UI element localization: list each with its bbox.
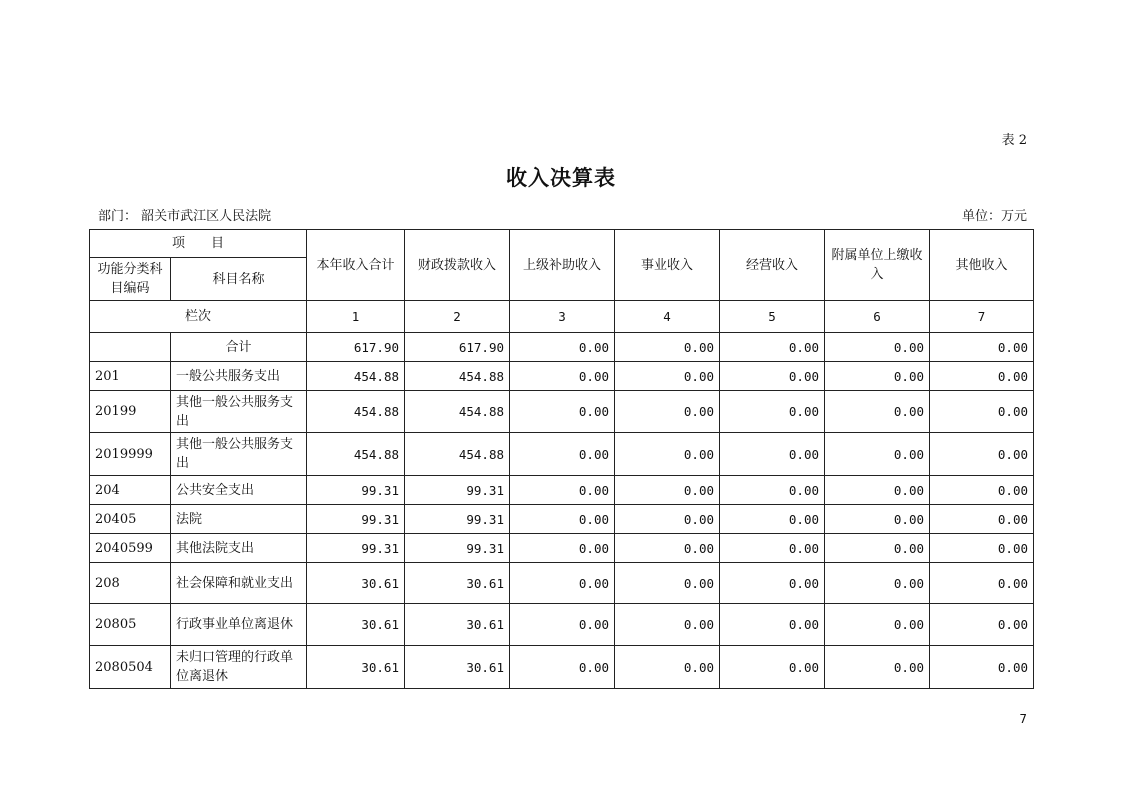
amount-cell: 30.61: [307, 563, 405, 604]
amount-cell: 0.00: [930, 646, 1034, 689]
header-col-7: 其他收入: [930, 230, 1034, 301]
total-row: [90, 333, 1034, 362]
total-value: 0.00: [825, 333, 930, 362]
table-row: [90, 604, 1034, 646]
header-col-4: 事业收入: [615, 230, 720, 301]
table-row: [90, 391, 1034, 433]
function-code: 20199: [90, 391, 171, 433]
amount-cell: 0.00: [825, 391, 930, 433]
amount-cell: 454.88: [405, 433, 510, 476]
amount-cell: 99.31: [405, 476, 510, 505]
amount-cell: 30.61: [405, 646, 510, 689]
amount-cell: 0.00: [930, 604, 1034, 646]
amount-cell: 99.31: [405, 505, 510, 534]
amount-cell: 0.00: [825, 476, 930, 505]
amount-cell: 0.00: [720, 604, 825, 646]
amount-cell: 0.00: [510, 604, 615, 646]
function-code: 20805: [90, 604, 171, 646]
amount-cell: 0.00: [510, 433, 615, 476]
total-value: 0.00: [720, 333, 825, 362]
amount-cell: 30.61: [307, 604, 405, 646]
amount-cell: 0.00: [615, 563, 720, 604]
amount-cell: 0.00: [615, 391, 720, 433]
amount-cell: 0.00: [930, 391, 1034, 433]
amount-cell: 0.00: [510, 391, 615, 433]
table-row: [90, 534, 1034, 563]
amount-cell: 99.31: [307, 534, 405, 563]
header-col-5: 经营收入: [720, 230, 825, 301]
table-row: [90, 362, 1034, 391]
function-code: 2040599: [90, 534, 171, 563]
column-number: 5: [720, 301, 825, 333]
page-number: 7: [1019, 712, 1027, 726]
column-number: 6: [825, 301, 930, 333]
amount-cell: 0.00: [720, 563, 825, 604]
total-value: 0.00: [615, 333, 720, 362]
amount-cell: 0.00: [930, 433, 1034, 476]
amount-cell: 0.00: [930, 505, 1034, 534]
department-line: [98, 205, 271, 224]
subject-name: 其他一般公共服务支出: [171, 433, 307, 476]
header-subject-name: 科目名称: [171, 258, 307, 301]
amount-cell: 0.00: [510, 563, 615, 604]
amount-cell: 0.00: [510, 476, 615, 505]
subject-name: 其他法院支出: [171, 534, 307, 563]
unit-label: 单位：万元: [961, 209, 1027, 224]
column-number: 7: [930, 301, 1034, 333]
page-title: 收入决算表: [506, 165, 616, 190]
table-row: [90, 646, 1034, 689]
amount-cell: 454.88: [405, 391, 510, 433]
department-name: 韶关市武江区人民法院: [141, 209, 272, 224]
amount-cell: 454.88: [307, 433, 405, 476]
amount-cell: 0.00: [720, 505, 825, 534]
subject-name: 行政事业单位离退休: [171, 604, 307, 646]
amount-cell: 0.00: [615, 604, 720, 646]
total-value: 0.00: [930, 333, 1034, 362]
total-code-cell: [90, 333, 171, 362]
amount-cell: 0.00: [825, 433, 930, 476]
subject-name: 法院: [171, 505, 307, 534]
header-col-6: 附属单位上缴收入: [825, 230, 930, 301]
total-label: 合计: [171, 333, 307, 362]
amount-cell: 0.00: [720, 476, 825, 505]
total-value: 617.90: [307, 333, 405, 362]
subject-name: 一般公共服务支出: [171, 362, 307, 391]
column-number: 1: [307, 301, 405, 333]
amount-cell: 0.00: [720, 362, 825, 391]
amount-cell: 0.00: [615, 362, 720, 391]
amount-cell: 0.00: [930, 534, 1034, 563]
amount-cell: 0.00: [615, 646, 720, 689]
header-col-3: 上级补助收入: [510, 230, 615, 301]
amount-cell: 454.88: [307, 362, 405, 391]
amount-cell: 30.61: [405, 563, 510, 604]
amount-cell: 30.61: [307, 646, 405, 689]
table-number: 表 2: [1001, 133, 1027, 148]
amount-cell: 454.88: [405, 362, 510, 391]
amount-cell: 0.00: [825, 362, 930, 391]
table-row: [90, 433, 1034, 476]
amount-cell: 0.00: [825, 563, 930, 604]
subject-name: 未归口管理的行政单位离退休: [171, 646, 307, 689]
table-row: [90, 563, 1034, 604]
header-item: 项 目: [90, 230, 307, 258]
subject-name: 公共安全支出: [171, 476, 307, 505]
function-code: 2080504: [90, 646, 171, 689]
column-number: 2: [405, 301, 510, 333]
subject-name: 社会保障和就业支出: [171, 563, 307, 604]
amount-cell: 0.00: [510, 362, 615, 391]
amount-cell: 0.00: [930, 362, 1034, 391]
amount-cell: 0.00: [825, 505, 930, 534]
amount-cell: 0.00: [720, 433, 825, 476]
amount-cell: 0.00: [615, 476, 720, 505]
department-label: 部门：: [98, 209, 138, 224]
amount-cell: 0.00: [510, 534, 615, 563]
amount-cell: 0.00: [930, 563, 1034, 604]
function-code: 204: [90, 476, 171, 505]
function-code: 208: [90, 563, 171, 604]
amount-cell: 0.00: [615, 433, 720, 476]
amount-cell: 0.00: [615, 505, 720, 534]
amount-cell: 0.00: [720, 391, 825, 433]
amount-cell: 0.00: [615, 534, 720, 563]
amount-cell: 0.00: [825, 534, 930, 563]
amount-cell: 0.00: [510, 646, 615, 689]
amount-cell: 0.00: [825, 646, 930, 689]
row-number-label: 栏次: [90, 301, 307, 333]
amount-cell: 454.88: [307, 391, 405, 433]
amount-cell: 0.00: [720, 534, 825, 563]
amount-cell: 30.61: [405, 604, 510, 646]
total-value: 617.90: [405, 333, 510, 362]
amount-cell: 99.31: [307, 505, 405, 534]
income-final-accounts-table: [89, 229, 1034, 689]
table-row: [90, 505, 1034, 534]
amount-cell: 0.00: [720, 646, 825, 689]
subject-name: 其他一般公共服务支出: [171, 391, 307, 433]
amount-cell: 0.00: [825, 604, 930, 646]
header-col-2: 财政拨款收入: [405, 230, 510, 301]
column-number: 4: [615, 301, 720, 333]
header-function-code: 功能分类科目编码: [90, 258, 171, 301]
function-code: 201: [90, 362, 171, 391]
table-row: [90, 476, 1034, 505]
header-col-1: 本年收入合计: [307, 230, 405, 301]
amount-cell: 0.00: [510, 505, 615, 534]
amount-cell: 0.00: [930, 476, 1034, 505]
amount-cell: 99.31: [405, 534, 510, 563]
amount-cell: 99.31: [307, 476, 405, 505]
function-code: 2019999: [90, 433, 171, 476]
column-number: 3: [510, 301, 615, 333]
function-code: 20405: [90, 505, 171, 534]
total-value: 0.00: [510, 333, 615, 362]
